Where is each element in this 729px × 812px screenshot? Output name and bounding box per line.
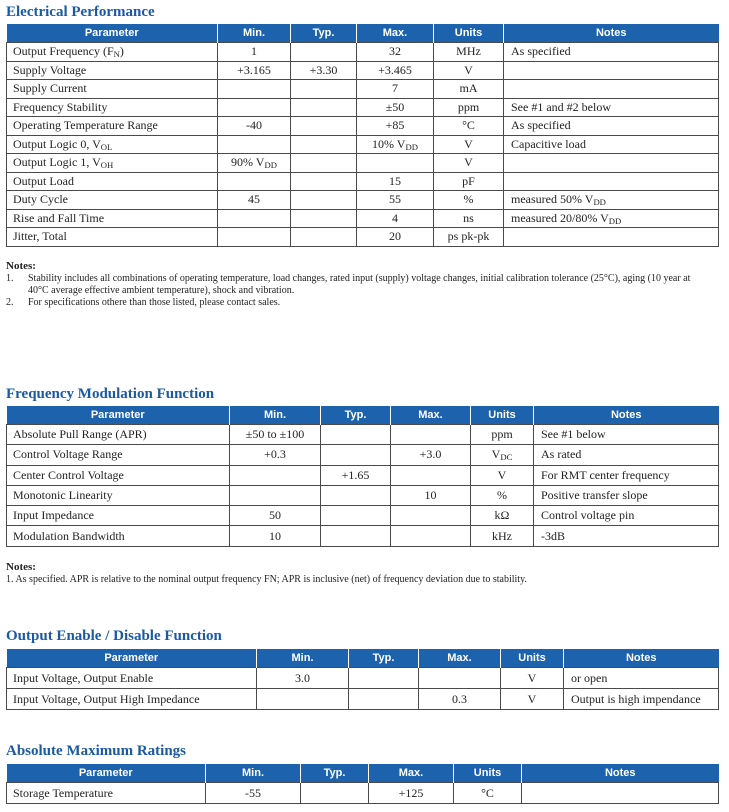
- column-header-notes: Notes: [564, 649, 719, 668]
- cell-notes: [564, 689, 719, 710]
- table-row: [7, 668, 719, 689]
- cell-text: 0.3: [452, 691, 467, 706]
- cell-typ: [321, 485, 391, 505]
- note-item: [6, 273, 706, 297]
- cell-units: [471, 425, 534, 445]
- cell-typ: [321, 526, 391, 546]
- cell-text: Capacitive load: [511, 136, 586, 151]
- cell-param: [7, 425, 230, 445]
- cell-param: [7, 135, 218, 154]
- table-row: [7, 445, 719, 465]
- section-title-oe: Output Enable / Disable Function: [6, 628, 222, 644]
- cell-text: V: [464, 62, 473, 77]
- cell-text: Output Logic 0, V: [13, 136, 101, 151]
- cell-typ: [291, 135, 357, 154]
- note-text: 1. As specified. APR is relative to the nominal output frequency FN; APR is inclusive (net) of frequency deviation due to stability.: [6, 574, 527, 585]
- cell-text: ps pk-pk: [447, 229, 490, 244]
- cell-typ: [291, 209, 357, 228]
- column-header-max: Max.: [369, 764, 454, 783]
- note-text: For specifications othere than those listed, please contact sales.: [28, 297, 281, 308]
- cell-units: [454, 783, 522, 804]
- cell-typ: [291, 172, 357, 191]
- cell-units: [501, 689, 564, 710]
- column-header-parameter: Parameter: [7, 406, 230, 425]
- cell-text: -40: [246, 118, 262, 133]
- cell-units: [471, 526, 534, 546]
- cell-param: [7, 80, 218, 99]
- cell-max: [357, 61, 434, 80]
- cell-units: [434, 172, 504, 191]
- cell-notes: [504, 43, 719, 62]
- table-row: [7, 191, 719, 210]
- cell-min: [230, 526, 321, 546]
- column-header-min: Min.: [230, 406, 321, 425]
- cell-notes: [504, 154, 719, 173]
- column-header-notes: Notes: [534, 406, 719, 425]
- table-row: [7, 98, 719, 117]
- cell-max: [419, 668, 501, 689]
- cell-text: ns: [463, 210, 474, 225]
- cell-text: +0.3: [264, 447, 286, 462]
- cell-min: [230, 445, 321, 465]
- cell-min: [218, 80, 291, 99]
- cell-text: V: [491, 447, 501, 462]
- cell-typ: [321, 465, 391, 485]
- column-header-notes: Notes: [504, 24, 719, 43]
- cell-param: [7, 783, 206, 804]
- cell-typ: [291, 61, 357, 80]
- notes-electrical: [6, 260, 706, 309]
- cell-text: ppm: [491, 427, 513, 442]
- cell-text: 10: [424, 488, 437, 503]
- cell-text: +125: [398, 785, 424, 800]
- cell-text: Output Logic 1, V: [13, 155, 101, 170]
- cell-text: %: [463, 192, 474, 207]
- cell-param: [7, 98, 218, 117]
- cell-text: 4: [392, 210, 398, 225]
- cell-text: Output is high impendance: [571, 691, 701, 706]
- table-row: [7, 80, 719, 99]
- cell-min: [257, 668, 349, 689]
- cell-units: [434, 154, 504, 173]
- section-title-electrical: Electrical Performance: [6, 4, 155, 20]
- cell-text: %: [497, 488, 507, 503]
- column-header-min: Min.: [218, 24, 291, 43]
- cell-param: [7, 191, 218, 210]
- cell-min: [218, 154, 291, 173]
- cell-text: As specified: [511, 44, 571, 59]
- cell-units: [501, 668, 564, 689]
- cell-notes: [504, 117, 719, 136]
- note-number: 2.: [6, 297, 14, 308]
- cell-param: [7, 689, 257, 710]
- table-row: [7, 209, 719, 228]
- frequency-modulation-table: [6, 406, 719, 547]
- cell-subscript: DD: [405, 141, 418, 152]
- cell-typ: [291, 154, 357, 173]
- cell-max: [357, 209, 434, 228]
- cell-param: [7, 154, 218, 173]
- cell-text: See #1 and #2 below: [511, 99, 611, 114]
- cell-min: [218, 191, 291, 210]
- cell-min: [218, 135, 291, 154]
- cell-text: Input Voltage, Output High Impedance: [13, 691, 200, 706]
- cell-units: [434, 117, 504, 136]
- table-row: [7, 425, 719, 445]
- cell-typ: [291, 117, 357, 136]
- table-row: [7, 117, 719, 136]
- cell-param: [7, 485, 230, 505]
- cell-text: V: [464, 155, 473, 170]
- cell-text: Operating Temperature Range: [13, 118, 158, 133]
- cell-min: [257, 689, 349, 710]
- cell-text: Rise and Fall Time: [13, 210, 105, 225]
- cell-notes: [504, 228, 719, 247]
- cell-text: Modulation Bandwidth: [13, 528, 125, 543]
- cell-notes: [534, 506, 719, 526]
- cell-text: pF: [462, 173, 475, 188]
- cell-min: [230, 465, 321, 485]
- cell-text: Supply Current: [13, 81, 87, 96]
- cell-typ: [321, 425, 391, 445]
- cell-units: [471, 506, 534, 526]
- cell-text: As specified: [511, 118, 571, 133]
- column-header-max: Max.: [391, 406, 471, 425]
- cell-text: 45: [248, 192, 260, 207]
- cell-text: Output Load: [13, 173, 74, 188]
- cell-min: [218, 98, 291, 117]
- table-row: [7, 43, 719, 62]
- cell-max: [357, 228, 434, 247]
- cell-typ: [291, 98, 357, 117]
- cell-text: 7: [392, 81, 398, 96]
- cell-param: [7, 209, 218, 228]
- cell-text: MHz: [456, 44, 481, 59]
- cell-max: [369, 783, 454, 804]
- cell-text: measured 50% V: [511, 192, 594, 207]
- cell-text: Output Frequency (F: [13, 44, 114, 59]
- cell-text: For RMT center frequency: [541, 467, 670, 482]
- cell-min: [230, 485, 321, 505]
- cell-typ: [349, 689, 419, 710]
- table-row: [7, 154, 719, 173]
- note-number: 1.: [6, 273, 14, 284]
- cell-text: Jitter, Total: [13, 229, 67, 244]
- cell-suffix: ): [119, 44, 124, 59]
- cell-notes: [534, 425, 719, 445]
- table-row: [7, 228, 719, 247]
- cell-notes: [534, 485, 719, 505]
- column-header-parameter: Parameter: [7, 649, 257, 668]
- cell-units: [471, 465, 534, 485]
- cell-notes: [564, 668, 719, 689]
- cell-text: Center Control Voltage: [13, 467, 124, 482]
- cell-typ: [291, 228, 357, 247]
- cell-text: 55: [389, 192, 401, 207]
- cell-text: -55: [245, 785, 261, 800]
- cell-text: +3.465: [378, 62, 412, 77]
- cell-typ: [291, 43, 357, 62]
- cell-subscript: OH: [100, 160, 114, 171]
- cell-subscript: DD: [593, 197, 606, 208]
- column-header-typ: Typ.: [291, 24, 357, 43]
- cell-min: [230, 506, 321, 526]
- cell-notes: [534, 445, 719, 465]
- cell-text: °C: [462, 118, 475, 133]
- cell-notes: [504, 61, 719, 80]
- cell-text: measured 20/80% V: [511, 210, 609, 225]
- cell-units: [434, 135, 504, 154]
- cell-units: [471, 445, 534, 465]
- column-header-units: Units: [471, 406, 534, 425]
- cell-text: V: [527, 691, 537, 706]
- cell-notes: [504, 98, 719, 117]
- table-body: [7, 783, 719, 804]
- column-header-parameter: Parameter: [7, 764, 206, 783]
- cell-min: [218, 228, 291, 247]
- cell-min: [218, 117, 291, 136]
- table-row: [7, 61, 719, 80]
- column-header-typ: Typ.: [349, 649, 419, 668]
- cell-text: Control Voltage Range: [13, 447, 123, 462]
- column-header-units: Units: [434, 24, 504, 43]
- cell-text: +3.30: [309, 62, 338, 77]
- column-header-min: Min.: [257, 649, 349, 668]
- table-body: [7, 668, 719, 710]
- cell-text: mA: [459, 81, 478, 96]
- table-row: [7, 689, 719, 710]
- cell-notes: [534, 526, 719, 546]
- cell-text: Frequency Stability: [13, 99, 108, 114]
- cell-max: [357, 191, 434, 210]
- cell-text: ppm: [457, 99, 480, 114]
- cell-param: [7, 228, 218, 247]
- cell-subscript: N: [113, 49, 120, 60]
- cell-min: [218, 209, 291, 228]
- cell-max: [357, 98, 434, 117]
- note-text: Stability includes all combinations of operating temperature, load changes, rated input (supply) voltage changes, initial calibration tolerance (25°C), aging (10 year at 40°C average effective ambient temperature), shock and vibration.: [28, 273, 691, 296]
- cell-subscript: DD: [608, 215, 622, 226]
- cell-max: [391, 485, 471, 505]
- cell-param: [7, 172, 218, 191]
- cell-text: V: [497, 467, 507, 482]
- cell-text: 3.0: [295, 670, 310, 685]
- cell-text: +3.165: [237, 62, 271, 77]
- cell-max: [357, 135, 434, 154]
- cell-param: [7, 526, 230, 546]
- cell-typ: [291, 191, 357, 210]
- cell-min: [218, 43, 291, 62]
- cell-text: Input Impedance: [13, 508, 94, 523]
- cell-subscript: DC: [500, 452, 513, 463]
- table-body: [7, 43, 719, 247]
- cell-text: ±50 to ±100: [245, 427, 305, 442]
- cell-units: [434, 191, 504, 210]
- cell-max: [419, 689, 501, 710]
- cell-text: +85: [385, 118, 405, 133]
- cell-text: kHz: [492, 528, 512, 543]
- table-row: [7, 783, 719, 804]
- cell-text: 20: [389, 229, 401, 244]
- cell-units: [434, 80, 504, 99]
- table-body: [7, 425, 719, 547]
- cell-units: [434, 228, 504, 247]
- cell-typ: [321, 506, 391, 526]
- cell-units: [434, 98, 504, 117]
- cell-units: [434, 43, 504, 62]
- cell-subscript: DD: [264, 160, 277, 171]
- cell-notes: [504, 209, 719, 228]
- cell-max: [357, 80, 434, 99]
- cell-text: +3.0: [419, 447, 442, 462]
- cell-max: [357, 117, 434, 136]
- cell-text: V: [464, 136, 473, 151]
- cell-typ: [349, 668, 419, 689]
- cell-text: As rated: [541, 447, 582, 462]
- table-header: [7, 764, 719, 783]
- cell-param: [7, 445, 230, 465]
- cell-notes: [504, 172, 719, 191]
- table-header: [7, 406, 719, 425]
- cell-text: 90% V: [231, 155, 265, 170]
- note-item: [6, 297, 706, 309]
- table-row: [7, 135, 719, 154]
- notes-heading: Notes:: [6, 561, 36, 573]
- table-header: [7, 649, 719, 668]
- cell-notes: [504, 80, 719, 99]
- cell-text: Input Voltage, Output Enable: [13, 670, 154, 685]
- cell-text: Monotonic Linearity: [13, 488, 113, 503]
- table-header: [7, 24, 719, 43]
- cell-text: ±50: [385, 99, 405, 114]
- cell-text: 10% V: [372, 136, 406, 151]
- cell-typ: [321, 445, 391, 465]
- table-row: [7, 465, 719, 485]
- cell-notes: [504, 135, 719, 154]
- column-header-units: Units: [501, 649, 564, 668]
- cell-text: Absolute Pull Range (APR): [13, 427, 147, 442]
- column-header-min: Min.: [206, 764, 301, 783]
- column-header-parameter: Parameter: [7, 24, 218, 43]
- electrical-performance-table: [6, 24, 719, 247]
- column-header-units: Units: [454, 764, 522, 783]
- cell-min: [206, 783, 301, 804]
- table-row: [7, 172, 719, 191]
- notes-fm: [6, 561, 706, 586]
- cell-param: [7, 61, 218, 80]
- section-title-fm: Frequency Modulation Function: [6, 386, 215, 402]
- cell-text: kΩ: [494, 508, 510, 523]
- cell-text: Storage Temperature: [13, 785, 113, 800]
- table-row: [7, 526, 719, 546]
- cell-text: V: [527, 670, 537, 685]
- cell-max: [357, 43, 434, 62]
- cell-text: Control voltage pin: [541, 508, 635, 523]
- cell-min: [230, 425, 321, 445]
- cell-param: [7, 43, 218, 62]
- cell-text: -3dB: [541, 528, 565, 543]
- column-header-max: Max.: [357, 24, 434, 43]
- cell-notes: [534, 465, 719, 485]
- column-header-max: Max.: [419, 649, 501, 668]
- table-row: [7, 485, 719, 505]
- cell-notes: [522, 783, 719, 804]
- cell-text: °C: [481, 785, 494, 800]
- cell-max: [391, 506, 471, 526]
- cell-text: or open: [571, 670, 608, 685]
- cell-text: 50: [269, 508, 281, 523]
- table-row: [7, 506, 719, 526]
- cell-typ: [301, 783, 369, 804]
- cell-units: [434, 61, 504, 80]
- output-enable-table: [6, 649, 719, 710]
- section-title-amr: Absolute Maximum Ratings: [6, 743, 187, 759]
- note-item: [6, 574, 706, 586]
- cell-text: 1: [251, 44, 257, 59]
- cell-max: [357, 172, 434, 191]
- column-header-notes: Notes: [522, 764, 719, 783]
- column-header-typ: Typ.: [321, 406, 391, 425]
- cell-notes: [504, 191, 719, 210]
- cell-text: Supply Voltage: [13, 62, 87, 77]
- cell-param: [7, 117, 218, 136]
- column-header-typ: Typ.: [301, 764, 369, 783]
- cell-max: [391, 526, 471, 546]
- cell-typ: [291, 80, 357, 99]
- cell-max: [391, 425, 471, 445]
- cell-text: 15: [389, 173, 401, 188]
- cell-param: [7, 506, 230, 526]
- cell-text: Positive transfer slope: [541, 488, 648, 503]
- cell-text: Duty Cycle: [13, 192, 68, 207]
- cell-min: [218, 172, 291, 191]
- notes-heading: Notes:: [6, 260, 36, 272]
- cell-max: [391, 465, 471, 485]
- cell-units: [471, 485, 534, 505]
- cell-param: [7, 668, 257, 689]
- absolute-maximum-ratings-table: [6, 764, 719, 804]
- cell-text: See #1 below: [541, 427, 606, 442]
- cell-max: [357, 154, 434, 173]
- cell-units: [434, 209, 504, 228]
- cell-param: [7, 465, 230, 485]
- cell-text: 32: [389, 44, 401, 59]
- cell-subscript: OL: [100, 141, 113, 152]
- cell-min: [218, 61, 291, 80]
- cell-max: [391, 445, 471, 465]
- cell-text: +1.65: [341, 467, 370, 482]
- cell-text: 10: [269, 528, 281, 543]
